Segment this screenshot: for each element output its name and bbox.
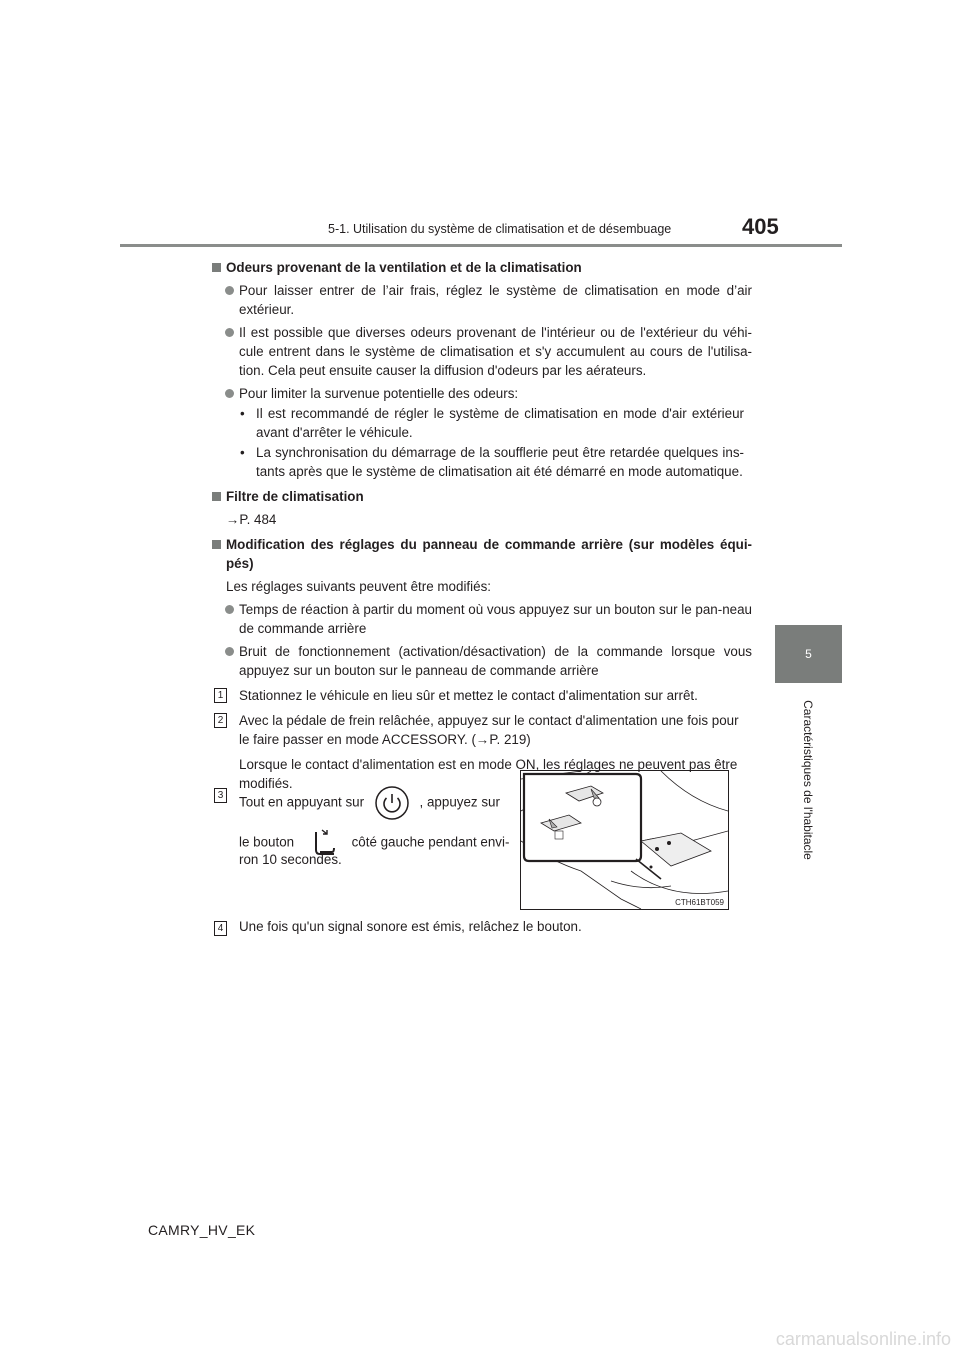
bullet-item: Pour limiter la survenue potentielle des odeurs:	[212, 384, 752, 403]
step-4-row	[212, 919, 752, 934]
step-text: le bouton	[239, 834, 295, 850]
page-number: 405	[742, 214, 779, 239]
chapter-label	[800, 695, 816, 865]
step-1	[212, 686, 752, 705]
step-number: 1	[214, 688, 227, 703]
bullet-item: Il est possible que diverses odeurs provenant de l'intérieur ou de l'extérieur du véhi-cule entrent dans le système de climatisation et s'y accumulent au cours de l'utilisa-tion. Cela peut ensuite causer la diffusion d'odeurs par les aérateurs.	[212, 323, 752, 380]
bullet-item: Temps de réaction à partir du moment où vous appuyez sur un bouton sur le pan-neau de commande arrière	[212, 600, 752, 638]
power-button-icon	[374, 785, 410, 821]
step-number: 4	[214, 921, 227, 936]
step-text: côté gauche pendant envi-	[351, 834, 510, 850]
section-header-title: 5-1. Utilisation du système de climatisation et de désembuage	[328, 222, 672, 236]
sub-bullet-text: La synchronisation du démarrage de la soufflerie peut être retardée quelques ins-tants après que le système de climatisation ait été démarré en mode automatique.	[256, 445, 744, 479]
step-3-line-3: ron 10 secondes.	[239, 852, 342, 867]
sub-bullet-text: Il est recommandé de régler le système de climatisation en mode d'air extérieur avant d'arrêter le véhicule.	[256, 406, 744, 440]
model-code: CAMRY_HV_EK	[148, 1222, 256, 1238]
chapter-label-text: Caractéristiques de l'habitacle	[801, 700, 815, 860]
step-text: Avec la pédale de frein relâchée, appuyez sur le contact d'alimentation une fois pour le faire passer en mode ACCESSORY. (→P. 219)	[239, 713, 739, 747]
main-content	[212, 254, 752, 793]
step-note: Lorsque le contact d'alimentation est en mode ON, les réglages ne peuvent pas être modifiés.	[239, 757, 738, 791]
step-text: Stationnez le véhicule en lieu sûr et mettez le contact d'alimentation sur arrêt.	[239, 688, 698, 703]
section-heading-filtre: Filtre de climatisation	[212, 487, 752, 506]
section-heading-modification: Modification des réglages du panneau de commande arrière (sur modèles équi-pés)	[212, 535, 752, 573]
sub-bullet-item: • Il est recommandé de régler le système de climatisation en mode d'air extérieur avant d'arrêter le véhicule.	[240, 406, 744, 440]
figure-code: CTH61BT059	[675, 898, 724, 907]
step-number: 3	[214, 788, 227, 803]
step-4	[212, 919, 752, 934]
page-reference: →P. 484	[226, 512, 277, 527]
step-text: , appuyez sur	[419, 794, 500, 810]
header-rule	[120, 244, 842, 247]
step-text: Tout en appuyant sur	[239, 794, 365, 810]
sub-bullet-item: • La synchronisation du démarrage de la soufflerie peut être retardée quelques ins-tants après que le système de climatisation ait été démarré en mode automatique.	[240, 445, 744, 479]
step-number: 2	[214, 713, 227, 728]
rear-control-panel-illustration	[520, 770, 729, 910]
chapter-tab	[775, 625, 842, 683]
bullet-item: Bruit de fonctionnement (activation/désactivation) de la commande lorsque vous appuyez sur un bouton sur le panneau de commande arrière	[212, 642, 752, 680]
step-2	[212, 711, 752, 749]
illustration-drawing	[521, 771, 728, 909]
watermark: carmanualsonline.info	[775, 1329, 951, 1349]
step-text: Une fois qu'un signal sonore est émis, relâchez le bouton.	[239, 919, 582, 934]
chapter-number: 5	[805, 647, 812, 661]
step-3-line-1	[239, 785, 500, 821]
section-heading-odeurs: Odeurs provenant de la ventilation et de la climatisation	[212, 258, 752, 277]
bullet-item: Pour laisser entrer de l’air frais, réglez le système de climatisation en mode d’air extérieur.	[212, 281, 752, 319]
intro-text: Les réglages suivants peuvent être modifiés:	[226, 579, 491, 594]
